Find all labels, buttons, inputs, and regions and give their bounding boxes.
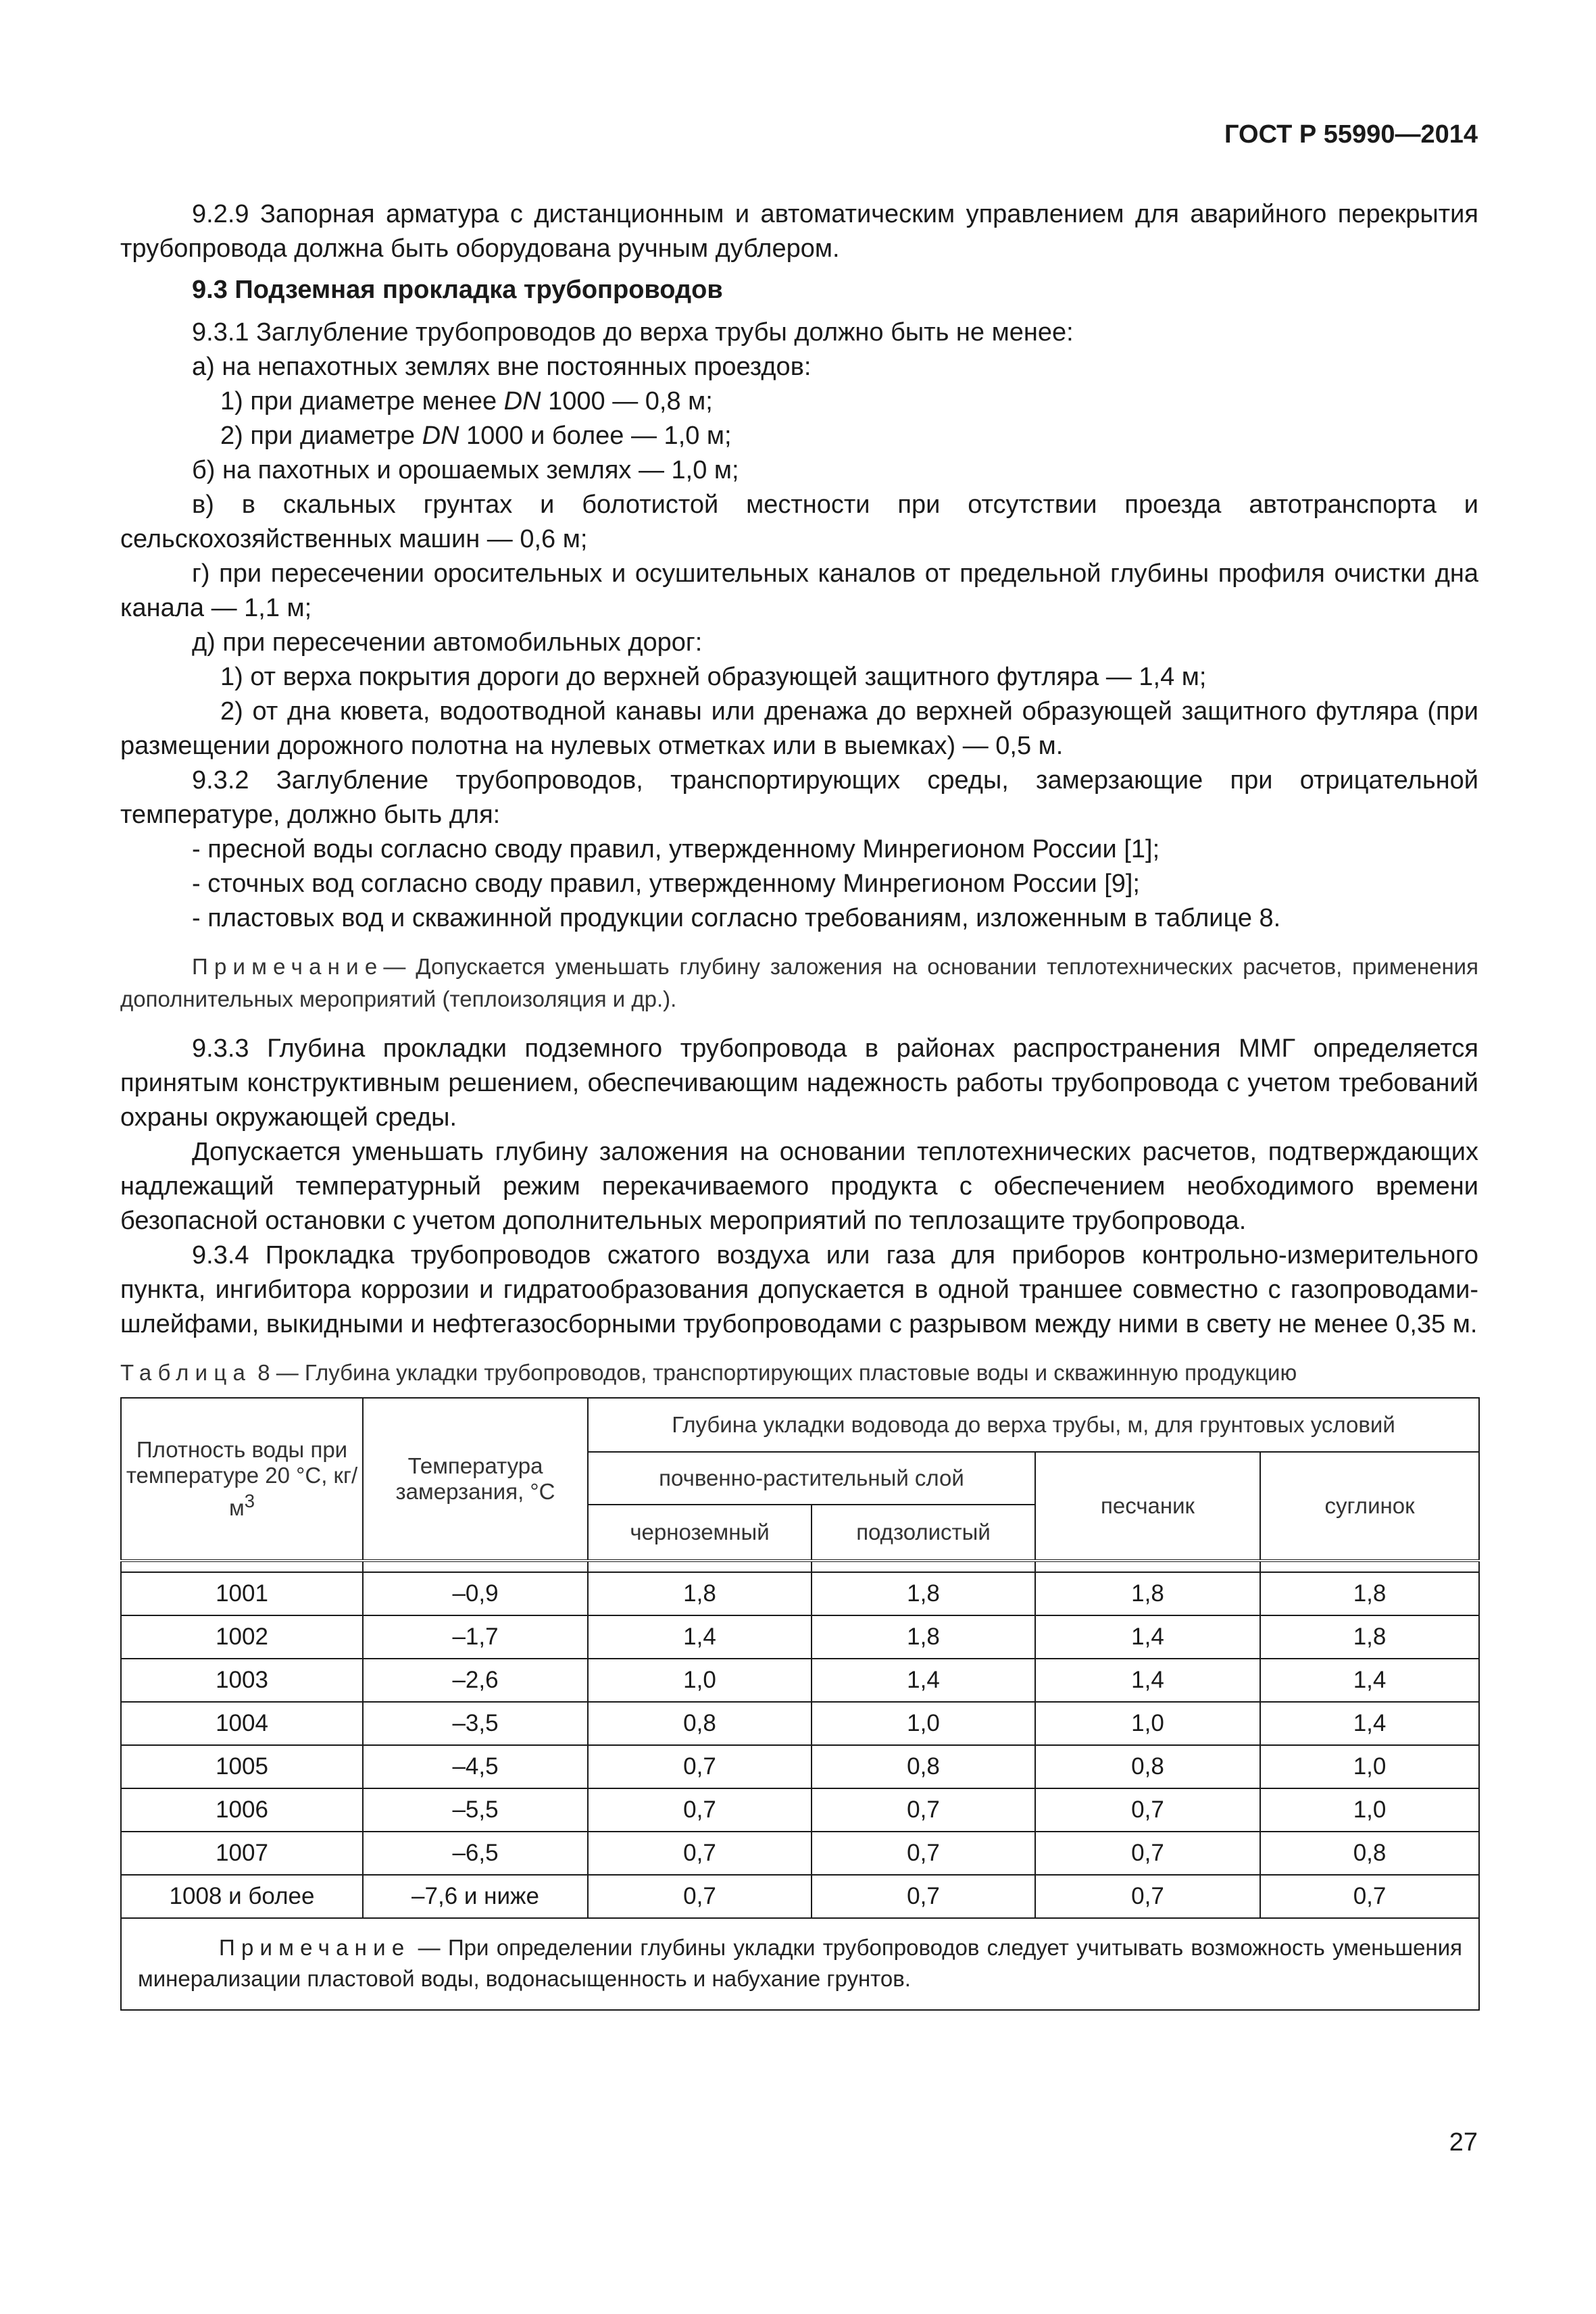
header-density xyxy=(121,1398,363,1561)
table-cell: 1,4 xyxy=(812,1659,1035,1702)
item-d: д) при пересечении автомобильных дорог: xyxy=(192,628,703,657)
table-cell: 1,8 xyxy=(812,1615,1035,1659)
item-v: в) в скальных грунтах и болотистой местности при отсутствии проезда автотранспорта и сельскохозяйственных машин — 0,6 м; xyxy=(120,491,1478,553)
header-loam: суглинок xyxy=(1260,1452,1479,1561)
header-density-text: Плотность воды при температуре 20 °С, кг/м xyxy=(126,1437,358,1520)
item-a2-text-end: 1000 и более — 1,0 м; xyxy=(459,422,732,450)
table-cell: 0,8 xyxy=(1035,1745,1260,1788)
dn-symbol: DN xyxy=(422,422,459,450)
page-number: 27 xyxy=(1449,2128,1478,2157)
table-cell: 0,7 xyxy=(588,1875,812,1918)
note-1 xyxy=(120,951,1478,1015)
document-id: ГОСТ Р 55990—2014 xyxy=(1224,120,1478,149)
item-a2-text: 2) при диаметре xyxy=(220,422,422,450)
paragraph-9-3-3-b: Допускается уменьшать глубину заложения на основании теплотехнических расчетов, подтверждающих надлежащий температурный режим перекачиваемого продукта с обеспечением необходимого времени безопасной остановки с учетом дополнительных мероприятий по теплозащите трубопровода. xyxy=(120,1138,1478,1235)
table-row xyxy=(121,1745,1479,1788)
table-row xyxy=(121,1788,1479,1832)
table-cell: 1,8 xyxy=(1035,1572,1260,1615)
table-note-label: Примечание xyxy=(219,1935,411,1960)
item-b: б) на пахотных и орошаемых землях — 1,0 м; xyxy=(192,456,739,484)
table-cell: 0,8 xyxy=(588,1702,812,1745)
table-row xyxy=(121,1832,1479,1875)
table-caption xyxy=(120,1357,1478,1389)
paragraph-9-3-2: 9.3.2 Заглубление трубопроводов, транспортирующих среды, замерзающие при отрицательной температуре, должно быть для: xyxy=(120,766,1478,829)
table-cell: 1,0 xyxy=(588,1659,812,1702)
list-item-fresh-water: - пресной воды согласно своду правил, утвержденному Минрегионом России [1]; xyxy=(192,835,1160,863)
item-d2: 2) от дна кювета, водоотводной канавы или дренажа до верхней образующей защитного футляра (при размещении дорожного полотна на нулевых отметках или в выемках) — 0,5 м. xyxy=(120,697,1478,760)
header-temperature: Температура замерзания, °С xyxy=(363,1398,588,1561)
table-cell: 1005 xyxy=(121,1745,363,1788)
table-cell: 1,0 xyxy=(1260,1745,1479,1788)
header-chernozem: черноземный xyxy=(588,1505,812,1561)
table-cell: 1006 xyxy=(121,1788,363,1832)
header-soil-layer: почвенно-растительный слой xyxy=(588,1452,1035,1505)
table-cell: –5,5 xyxy=(363,1788,588,1832)
table-cell: 1007 xyxy=(121,1832,363,1875)
table-cell: 0,7 xyxy=(1260,1875,1479,1918)
table-cell: 1,4 xyxy=(1035,1659,1260,1702)
table-cell: –7,6 и ниже xyxy=(363,1875,588,1918)
table-cell: 1,8 xyxy=(1260,1615,1479,1659)
table-cell: 1,4 xyxy=(588,1615,812,1659)
header-density-sup: 3 xyxy=(244,1490,255,1511)
paragraph-9-2-9: 9.2.9 Запорная арматура с дистанционным и автоматическим управлением для аварийного перекрытия трубопровода должна быть оборудована ручным дублером. xyxy=(120,200,1478,263)
paragraph-9-3-3: 9.3.3 Глубина прокладки подземного трубопровода в районах распространения ММГ определяется принятым конструктивным решением, обеспечивающим надежность работы трубопровода с учетом требований охраны окружающей среды. xyxy=(120,1034,1478,1132)
header-sandstone: песчаник xyxy=(1035,1452,1260,1561)
table-row xyxy=(121,1875,1479,1918)
table-cell: 1,4 xyxy=(1035,1615,1260,1659)
table-cell: 1,4 xyxy=(1260,1659,1479,1702)
note-label: Примечание xyxy=(192,954,384,979)
header-depth: Глубина укладки водовода до верха трубы, м, для грунтовых условий xyxy=(588,1398,1479,1452)
table-cell: 0,7 xyxy=(1035,1832,1260,1875)
item-a2 xyxy=(120,419,1478,453)
item-a: а) на непахотных землях вне постоянных проездов: xyxy=(192,353,812,381)
item-d1: 1) от верха покрытия дороги до верхней образующей защитного футляра — 1,4 м; xyxy=(220,663,1207,691)
header-podzolic: подзолистый xyxy=(812,1505,1035,1561)
table-cell: 0,7 xyxy=(812,1832,1035,1875)
table-cell: 1008 и более xyxy=(121,1875,363,1918)
table-note xyxy=(121,1918,1479,2010)
table-cell: 1,8 xyxy=(588,1572,812,1615)
table-cell: 0,8 xyxy=(812,1745,1035,1788)
table-cell: 1,8 xyxy=(812,1572,1035,1615)
table-cell: 0,7 xyxy=(588,1832,812,1875)
item-a1-text: 1) при диаметре менее xyxy=(220,387,504,416)
list-item-waste-water: - сточных вод согласно своду правил, утвержденному Минрегионом России [9]; xyxy=(192,870,1140,898)
table-row xyxy=(121,1702,1479,1745)
header-separator xyxy=(121,1561,1479,1572)
table-cell: –0,9 xyxy=(363,1572,588,1615)
item-a1 xyxy=(120,384,1478,419)
table-8 xyxy=(120,1397,1480,2011)
section-heading: 9.3 Подземная прокладка трубопроводов xyxy=(192,276,723,304)
item-a1-text-end: 1000 — 0,8 м; xyxy=(541,387,713,416)
table-cell: –1,7 xyxy=(363,1615,588,1659)
table-cell: 1,0 xyxy=(812,1702,1035,1745)
table-cell: 1002 xyxy=(121,1615,363,1659)
table-cell: 1,0 xyxy=(1035,1702,1260,1745)
document-body xyxy=(120,197,1478,2011)
table-row xyxy=(121,1659,1479,1702)
table-cell: –2,6 xyxy=(363,1659,588,1702)
table-cell: –4,5 xyxy=(363,1745,588,1788)
table-cell: 0,7 xyxy=(812,1875,1035,1918)
table-note-text: — При определении глубины укладки трубопроводов следует учитывать возможность уменьшения минерализации пластовой воды, водонасыщенность и набухание грунтов. xyxy=(138,1935,1463,1991)
table-cell: –3,5 xyxy=(363,1702,588,1745)
paragraph-9-3-4: 9.3.4 Прокладка трубопроводов сжатого воздуха или газа для приборов контрольно-измерительного пункта, ингибитора коррозии и гидратообразования допускается в одной траншее совместно с газопроводами-шлейфами, выкидными и нефтегазосборными трубопроводами с разрывом между ними в свету не менее 0,35 м. xyxy=(120,1241,1478,1338)
item-g: г) при пересечении оросительных и осушительных каналов от предельной глубины профиля очистки дна канала — 1,1 м; xyxy=(120,559,1478,622)
table-cell: 1,0 xyxy=(1260,1788,1479,1832)
table-cell: 0,7 xyxy=(1035,1788,1260,1832)
table-row xyxy=(121,1615,1479,1659)
list-item-formation-water: - пластовых вод и скважинной продукции согласно требованиям, изложенным в таблице 8. xyxy=(192,904,1281,932)
table-cell: 0,7 xyxy=(812,1788,1035,1832)
table-cell: 1,8 xyxy=(1260,1572,1479,1615)
table-caption-text: 8 — Глубина укладки трубопроводов, транспортирующих пластовые воды и скважинную продукцию xyxy=(251,1360,1297,1385)
note-text: — Допускается уменьшать глубину заложения на основании теплотехнических расчетов, применения дополнительных мероприятий (теплоизоляция и др.). xyxy=(120,954,1478,1011)
table-cell: 0,7 xyxy=(1035,1875,1260,1918)
paragraph-9-3-1: 9.3.1 Заглубление трубопроводов до верха трубы должно быть не менее: xyxy=(192,318,1074,347)
table-cell: 1001 xyxy=(121,1572,363,1615)
dn-symbol: DN xyxy=(503,387,541,416)
table-caption-label: Таблица xyxy=(120,1360,252,1385)
table-cell: 0,7 xyxy=(588,1788,812,1832)
table-cell: 1004 xyxy=(121,1702,363,1745)
table-row xyxy=(121,1572,1479,1615)
table-cell: 0,7 xyxy=(588,1745,812,1788)
table-cell: 1003 xyxy=(121,1659,363,1702)
table-cell: 0,8 xyxy=(1260,1832,1479,1875)
table-cell: –6,5 xyxy=(363,1832,588,1875)
table-cell: 1,4 xyxy=(1260,1702,1479,1745)
